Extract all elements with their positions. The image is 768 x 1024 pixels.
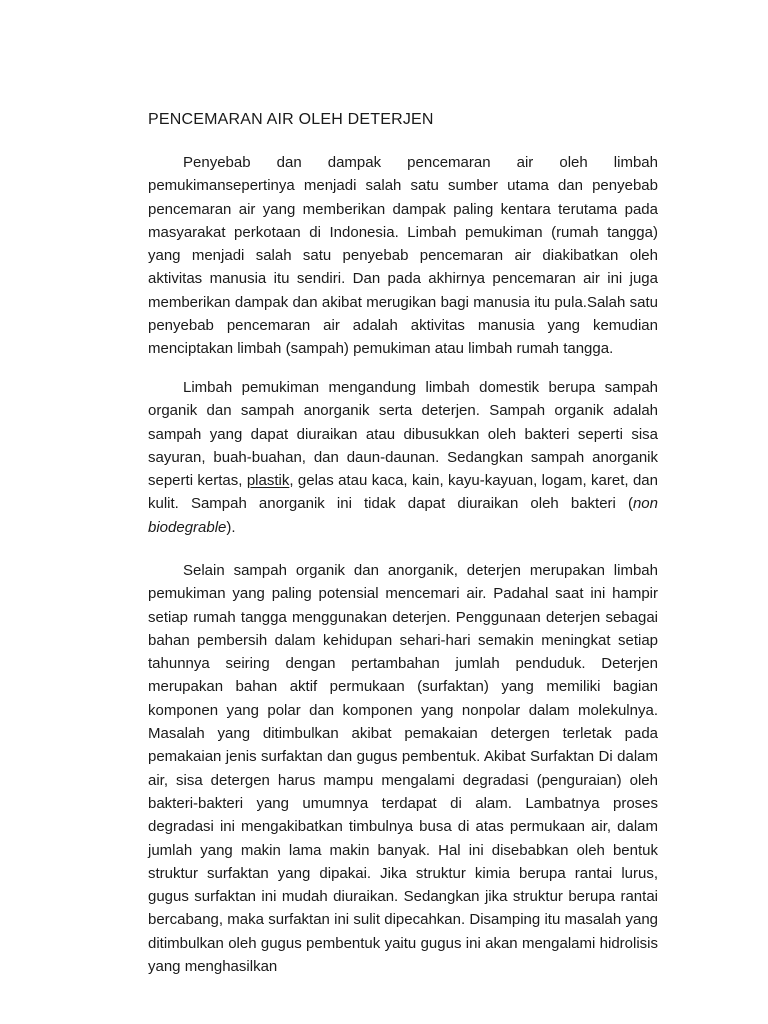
document-title: PENCEMARAN AIR OLEH DETERJEN bbox=[148, 111, 434, 128]
paragraph-2-text-c: ). bbox=[226, 518, 236, 536]
non-biodegrable-term: non biodegrable bbox=[148, 495, 658, 536]
paragraph-1: Penyebab dan dampak pencemaran air oleh limbah pemukimansepertinya menjadi salah satu sumber utama dan penyebab pencemaran air yang memberikan dampak paling kentara terutama pada masyarakat perkotaan di Indonesia. Limbah pemukiman (rumah tangga) yang menjadi salah satu penyebab pencemaran air diakibatkan oleh aktivitas manusia itu sendiri. Dan pada akhirnya pencemaran air ini juga memberikan dampak dan akibat merugikan bagi manusia itu pula.Salah satu penyebab pencemaran air adalah aktivitas manusia yang kemudian menciptakan limbah (sampah) pemukiman atau limbah rumah tangga. bbox=[148, 154, 658, 358]
paragraph-2 bbox=[148, 376, 658, 539]
paragraph-2-text-a: Limbah pemukiman mengandung limbah domestik berupa sampah organik dan sampah anorganik serta deterjen. Sampah organik adalah sampah yang dapat diuraikan atau dibusukkan oleh bakteri seperti sisa sayuran, buah-buahan, dan daun-daunan. Sedangkan sampah anorganik seperti kertas, bbox=[148, 379, 658, 490]
paragraph-2-text-b: , gelas atau kaca, kain, kayu-kayuan, logam, karet, dan kulit. Sampah anorganik ini tidak dapat diuraikan oleh bakteri ( bbox=[148, 472, 658, 513]
plastik-link[interactable]: plastik bbox=[246, 472, 290, 490]
paragraph-3: Selain sampah organik dan anorganik, deterjen merupakan limbah pemukiman yang paling potensial mencemari air. Padahal saat ini hampir setiap rumah tangga menggunakan deterjen. Penggunaan deterjen sebagai bahan pembersih dalam kehidupan sehari-hari semakin meningkat setiap tahunnya seiring dengan pertambahan jumlah penduduk. Deterjen merupakan bahan aktif permukaan (surfaktan) yang memiliki bagian komponen yang polar dan komponen yang nonpolar dalam molekulnya. Masalah yang ditimbulkan akibat pemakaian detergen terletak pada pemakaian jenis surfaktan dan gugus pembentuk. Akibat Surfaktan Di dalam air, sisa detergen harus mampu mengalami degradasi (penguraian) oleh bakteri-bakteri yang umumnya terdapat di alam. Lambatnya proses degradasi ini mengakibatkan timbulnya busa di atas permukaan air, dalam jumlah yang makin lama makin banyak. Hal ini disebabkan oleh bentuk struktur surfaktan yang dipakai. Jika struktur kimia berupa rantai lurus, gugus surfaktan ini mudah diuraikan. Sedangkan jika struktur berupa rantai bercabang, maka surfaktan ini sulit dipecahkan. Disamping itu masalah yang ditimbulkan oleh gugus pembentuk yaitu gugus ini akan mengalami hidrolisis yang menghasilkan bbox=[148, 562, 658, 976]
